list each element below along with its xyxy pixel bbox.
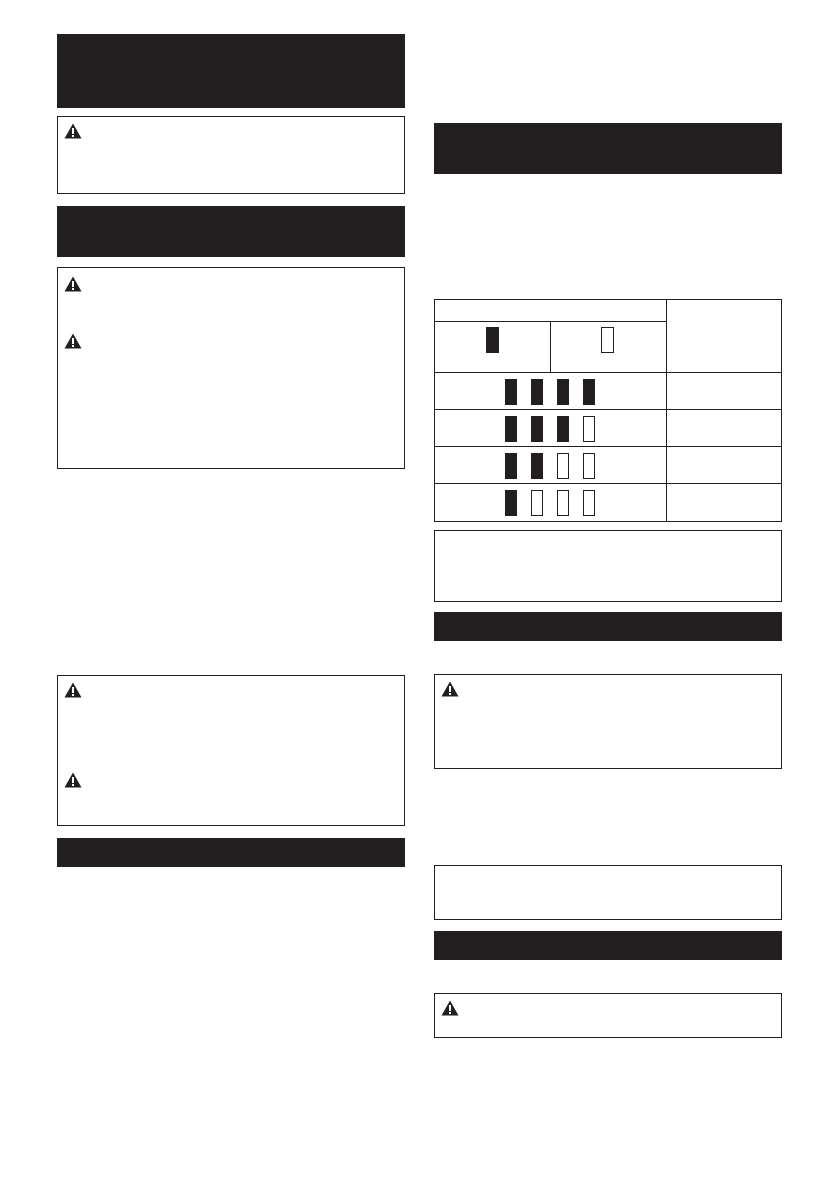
- table-divider: [435, 372, 781, 373]
- lamp-off-icon: [557, 453, 569, 479]
- lamp-lit-icon: [531, 453, 543, 479]
- lamp-off-icon: [601, 327, 614, 353]
- lamp-off-icon: [583, 490, 595, 516]
- warning-box: [57, 267, 405, 469]
- warning-triangle-icon: [64, 276, 82, 292]
- table-divider: [435, 409, 781, 410]
- battery-indicator-table: [434, 299, 782, 522]
- section-header-bar: [434, 612, 782, 641]
- lamp-off-icon: [557, 490, 569, 516]
- warning-triangle-icon: [64, 682, 82, 698]
- note-box: [434, 530, 782, 602]
- lamp-lit-icon: [505, 490, 517, 516]
- section-header-bar: [57, 34, 405, 108]
- warning-box: [434, 674, 782, 769]
- warning-triangle-icon: [64, 333, 82, 349]
- warning-box: [434, 993, 782, 1038]
- table-divider: [550, 321, 551, 372]
- lamp-lit-icon: [505, 453, 517, 479]
- section-header-bar: [434, 931, 782, 960]
- lamp-lit-icon: [557, 379, 569, 405]
- lamp-lit-icon: [531, 416, 543, 442]
- lamp-lit-icon: [531, 379, 543, 405]
- note-box: [434, 865, 782, 920]
- lamp-off-icon: [583, 416, 595, 442]
- warning-triangle-icon: [441, 1000, 459, 1016]
- lamp-off-icon: [531, 490, 543, 516]
- warning-triangle-icon: [441, 681, 459, 697]
- table-divider: [666, 300, 667, 521]
- section-header-bar: [57, 838, 405, 867]
- warning-triangle-icon: [64, 123, 82, 139]
- lamp-lit-icon: [557, 416, 569, 442]
- section-header-bar: [57, 206, 405, 257]
- lamp-lit-icon: [486, 327, 499, 353]
- section-header-bar: [434, 123, 782, 174]
- lamp-lit-icon: [505, 416, 517, 442]
- table-divider: [435, 446, 781, 447]
- warning-triangle-icon: [64, 772, 82, 788]
- lamp-lit-icon: [583, 379, 595, 405]
- lamp-off-icon: [583, 453, 595, 479]
- lamp-lit-icon: [505, 379, 517, 405]
- table-divider: [435, 483, 781, 484]
- warning-box: [57, 116, 405, 194]
- warning-box: [57, 675, 405, 826]
